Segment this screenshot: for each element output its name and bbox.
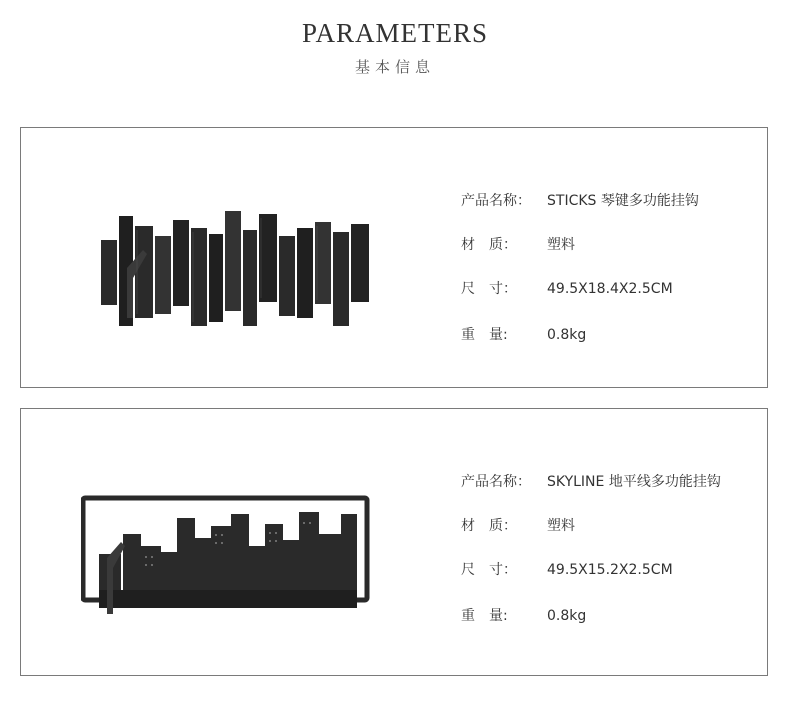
spec-label: 产品名称：	[461, 474, 531, 490]
spec-row-size	[461, 278, 673, 298]
product-card-sticks	[20, 127, 768, 388]
spec-value: 49.5X15.2X2.5CM	[547, 562, 673, 578]
sticks-product-image	[81, 208, 371, 333]
spec-row-weight	[461, 324, 586, 344]
spec-label: 尺 寸：	[461, 281, 517, 297]
page-title: PARAMETERS	[301, 18, 489, 48]
spec-row-weight	[461, 605, 586, 625]
spec-row-material	[461, 234, 575, 254]
spec-label: 产品名称：	[461, 193, 531, 209]
skyline-product-image	[81, 494, 381, 624]
spec-row-name	[461, 190, 699, 210]
spec-label: 材 质：	[461, 518, 517, 534]
spec-row-material	[461, 515, 575, 535]
spec-label: 尺 寸：	[461, 562, 517, 578]
spec-value: 0.8kg	[547, 608, 587, 624]
spec-value: 49.5X18.4X2.5CM	[547, 281, 673, 297]
spec-value: SKYLINE 地平线多功能挂钩	[547, 474, 721, 490]
spec-label: 材 质：	[461, 237, 517, 253]
spec-row-name	[461, 471, 721, 491]
spec-value: 塑料	[547, 518, 575, 534]
spec-row-size	[461, 559, 673, 579]
spec-label: 重 量:	[461, 608, 508, 624]
spec-value: 0.8kg	[547, 327, 587, 343]
spec-value: 塑料	[547, 237, 575, 253]
spec-label: 重 量:	[461, 327, 508, 343]
product-card-skyline	[20, 408, 768, 676]
spec-value: STICKS 琴键多功能挂钩	[547, 193, 699, 209]
page-subtitle: 基本信息	[354, 58, 435, 76]
